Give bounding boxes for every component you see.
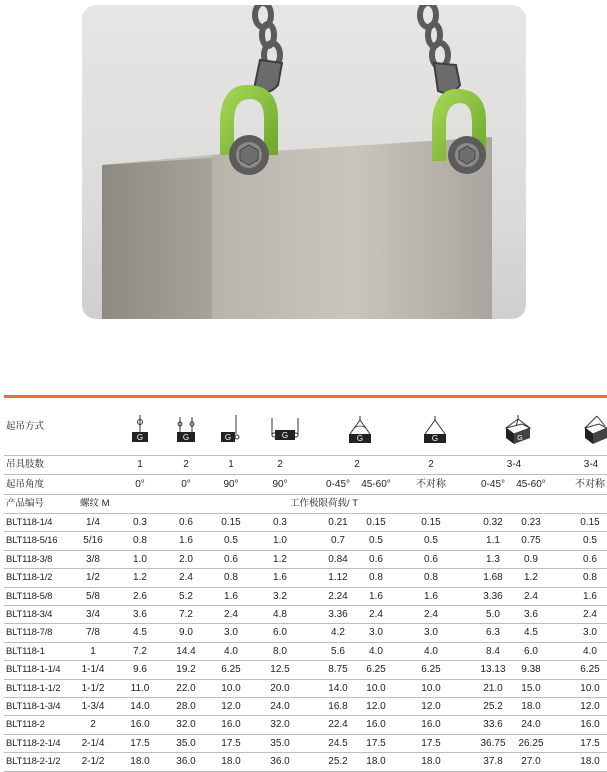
wll-value: 12.0: [421, 701, 441, 712]
wll-value: 6.25: [580, 664, 600, 676]
wll-value: 25.2: [328, 756, 348, 768]
method-icon-4: [269, 414, 301, 449]
thread-size: 1/2: [86, 572, 100, 584]
wll-value: 35.0: [270, 737, 290, 749]
wll-value: 0.8: [583, 572, 597, 584]
wll-value: 9.6: [133, 664, 147, 676]
wll-value: 1.12: [328, 572, 348, 584]
svg-text:G: G: [182, 433, 190, 442]
table-row: [4, 679, 607, 698]
wll-value: 0.32: [483, 517, 503, 528]
product-code: BLT118-7/8: [6, 627, 53, 639]
wll-value: 1.0: [133, 553, 147, 565]
angle-value: 45-60°: [361, 479, 391, 490]
wll-value: 3.0: [583, 627, 597, 639]
wll-value: 16.8: [328, 701, 348, 712]
legs-value: 2: [428, 459, 434, 470]
legs-label: 吊具肢数: [6, 459, 45, 470]
wll-value: 18.0: [580, 756, 600, 768]
thread-size: 1: [90, 645, 96, 657]
wll-value: 2.0: [179, 553, 193, 565]
wll-value: 35.0: [176, 737, 196, 749]
wll-value: 12.0: [221, 701, 241, 712]
wll-value: 6.25: [421, 664, 441, 676]
legs-value: 1: [137, 459, 143, 470]
wll-value: 0.5: [224, 535, 238, 547]
wll-value: 4.0: [224, 645, 238, 657]
table-row: [4, 660, 607, 679]
wll-value: 0.6: [424, 553, 438, 565]
legs-value: 3-4: [583, 459, 599, 470]
table-row: [4, 605, 607, 624]
wll-value: 18.0: [366, 756, 386, 768]
wll-value: 14.0: [130, 701, 150, 712]
angle-value: 90°: [223, 479, 239, 490]
angle-value: 90°: [272, 479, 288, 490]
angle-row: [4, 474, 607, 495]
wll-value: 0.23: [521, 517, 541, 528]
wll-value: 0.6: [224, 553, 238, 565]
angle-value: 0°: [135, 479, 145, 490]
wll-value: 7.2: [133, 645, 147, 657]
wll-value: 2.4: [224, 609, 238, 620]
table-row: [4, 513, 607, 532]
wll-value: 24.0: [270, 701, 290, 712]
wll-value: 0.8: [224, 572, 238, 584]
wll-value: 16.0: [130, 719, 150, 731]
wll-value: 3.0: [369, 627, 383, 639]
wll-value: 17.5: [421, 737, 441, 749]
wll-value: 4.0: [583, 645, 597, 657]
wll-value: 1.2: [273, 553, 287, 565]
wll-value: 1.6: [583, 590, 597, 602]
table-row: [4, 587, 607, 606]
svg-text:G: G: [281, 431, 289, 440]
wll-value: 18.0: [221, 756, 241, 768]
thread-size: 1-1/4: [81, 664, 105, 676]
product-code: BLT118-2-1/4: [6, 737, 61, 749]
wll-value: 10.0: [221, 682, 241, 694]
wll-value: 6.0: [524, 645, 538, 657]
chain-left: [255, 5, 280, 67]
method-label: 起吊方式: [6, 421, 45, 432]
wll-value: 21.0: [483, 682, 503, 694]
wll-value: 3.6: [524, 609, 538, 620]
wll-value: 0.15: [580, 517, 600, 528]
wll-value: 4.5: [133, 627, 147, 639]
product-code: BLT118-1-1/2: [6, 682, 61, 694]
bolt-right: [448, 136, 486, 174]
wll-value: 36.75: [480, 737, 506, 749]
wll-value: 1.2: [133, 572, 147, 584]
table-row: [4, 531, 607, 550]
wll-value: 3.36: [483, 590, 503, 602]
wll-value: 11.0: [130, 682, 150, 694]
wll-value: 17.5: [366, 737, 386, 749]
wll-value: 0.6: [179, 517, 193, 528]
method-icon-7: [502, 414, 534, 451]
wll-value: 18.0: [130, 756, 150, 768]
wll-value: 17.5: [221, 737, 241, 749]
wll-value: 1.6: [224, 590, 238, 602]
wll-value: 0.7: [331, 535, 345, 547]
thread-size: 3/4: [86, 609, 100, 620]
product-code: BLT118-2: [6, 719, 45, 731]
wll-value: 2.4: [583, 609, 597, 620]
table-top-rule: [4, 395, 607, 398]
legs-value: 3-4: [506, 459, 522, 470]
table-row: [4, 550, 607, 569]
wll-value: 1.1: [486, 535, 500, 547]
thread-size: 2-1/2: [81, 756, 105, 768]
thread-size: 7/8: [86, 627, 100, 639]
wll-value: 24.0: [521, 719, 541, 731]
wll-value: 0.3: [133, 517, 147, 528]
chain-right: [420, 5, 448, 67]
header-row: [4, 494, 607, 514]
wll-value: 0.21: [328, 517, 348, 528]
wll-value: 2.4: [424, 609, 438, 620]
wll-value: 16.0: [580, 719, 600, 731]
wll-value: 37.8: [483, 756, 503, 768]
product-code: BLT118-3/4: [6, 609, 53, 620]
wll-value: 20.0: [270, 682, 290, 694]
wll-value: 10.0: [580, 682, 600, 694]
wll-value: 16.0: [421, 719, 441, 731]
wll-value: 33.6: [483, 719, 503, 731]
wll-value: 22.4: [328, 719, 348, 731]
wll-value: 19.2: [176, 664, 196, 676]
wll-value: 3.6: [133, 609, 147, 620]
legs-value: 2: [183, 459, 189, 470]
wll-value: 0.6: [369, 553, 383, 565]
thread-size: 1-1/2: [81, 682, 105, 694]
angle-value: 0°: [181, 479, 191, 490]
table-row: [4, 623, 607, 642]
method-icon-1: [129, 414, 151, 449]
wll-value: 0.84: [328, 553, 348, 565]
svg-text:G: G: [517, 435, 523, 442]
product-code: BLT118-2-1/2: [6, 756, 61, 768]
wll-value: 6.25: [366, 664, 386, 676]
steel-plate-side: [102, 155, 212, 319]
wll-value: 32.0: [270, 719, 290, 731]
svg-text:G: G: [136, 433, 144, 442]
wll-value: 17.5: [130, 737, 150, 749]
wll-value: 8.75: [328, 664, 348, 676]
wll-value: 14.4: [176, 645, 196, 657]
product-code: BLT118-5/8: [6, 590, 53, 602]
wll-value: 2.4: [179, 572, 193, 584]
wll-value: 16.0: [366, 719, 386, 731]
table-row: [4, 715, 607, 734]
bolt-left: [229, 135, 269, 175]
wll-value: 4.5: [524, 627, 538, 639]
angle-value: 45-60°: [516, 479, 546, 490]
wll-value: 16.0: [221, 719, 241, 731]
wll-value: 0.15: [366, 517, 386, 528]
legs-row: [4, 455, 607, 475]
thread-size: 2: [90, 719, 96, 731]
wll-value: 0.8: [369, 572, 383, 584]
wll-value: 6.3: [486, 627, 500, 639]
thread-size: 2-1/4: [81, 737, 105, 749]
wll-value: 28.0: [176, 701, 196, 712]
wll-value: 27.0: [521, 756, 541, 768]
method-icon-8: [581, 414, 607, 451]
thread-size: 3/8: [86, 553, 100, 565]
wll-value: 0.5: [424, 535, 438, 547]
wll-value: 0.15: [421, 517, 441, 528]
wll-value: 3.0: [224, 627, 238, 639]
wll-value: 12.0: [366, 701, 386, 712]
wll-value: 1.6: [273, 572, 287, 584]
method-row: [4, 410, 607, 456]
thread-size: 5/8: [86, 590, 100, 602]
svg-text:G: G: [431, 434, 439, 443]
thread-size: 1/4: [86, 517, 100, 528]
svg-text:G: G: [356, 434, 364, 443]
method-icon-3: [219, 414, 243, 449]
wll-value: 13.13: [480, 664, 506, 676]
wll-value: 0.5: [369, 535, 383, 547]
angle-value: 0-45°: [480, 479, 506, 490]
wll-value: 36.0: [176, 756, 196, 768]
wll-value: 25.2: [483, 701, 503, 712]
product-code: BLT118-1/4: [6, 517, 53, 528]
wll-value: 1.6: [369, 590, 383, 602]
wll-value: 12.0: [580, 701, 600, 712]
wll-value: 0.9: [524, 553, 538, 565]
wll-value: 15.0: [521, 682, 541, 694]
wll-value: 22.0: [176, 682, 196, 694]
wll-value: 18.0: [421, 756, 441, 768]
legs-value: 2: [277, 459, 283, 470]
wll-value: 1.3: [486, 553, 500, 565]
legs-value: 2: [354, 459, 360, 470]
wll-value: 1.68: [483, 572, 503, 584]
wll-value: 3.36: [328, 609, 348, 620]
svg-text:G: G: [224, 433, 232, 442]
table-row: [4, 568, 607, 587]
wll-value: 9.0: [179, 627, 193, 639]
thread-header: 螺纹 M: [80, 498, 110, 509]
wll-value: 10.0: [366, 682, 386, 694]
wll-value: 5.6: [331, 645, 345, 657]
wll-value: 1.0: [273, 535, 287, 547]
wll-value: 0.15: [221, 517, 241, 528]
wll-value: 0.75: [521, 535, 541, 547]
method-icon-6: [420, 414, 450, 449]
product-code: BLT118-5/16: [6, 535, 58, 547]
wll-value: 1.6: [424, 590, 438, 602]
wll-value: 1.6: [179, 535, 193, 547]
wll-value: 5.2: [179, 590, 193, 602]
wll-value: 3.0: [424, 627, 438, 639]
legs-value: 1: [228, 459, 234, 470]
wll-header: 工作极限荷载/ T: [289, 498, 359, 509]
hook-right: [434, 63, 460, 93]
table-row: [4, 734, 607, 753]
wll-value: 2.24: [328, 590, 348, 602]
wll-value: 2.4: [369, 609, 383, 620]
wll-value: 4.8: [273, 609, 287, 620]
product-code: BLT118-3/8: [6, 553, 53, 565]
wll-value: 36.0: [270, 756, 290, 768]
wll-value: 1.2: [524, 572, 538, 584]
wll-value: 3.2: [273, 590, 287, 602]
wll-value: 8.4: [486, 645, 500, 657]
wll-value: 0.3: [273, 517, 287, 528]
product-code: BLT118-1/2: [6, 572, 53, 584]
wll-value: 32.0: [176, 719, 196, 731]
table-row: [4, 642, 607, 661]
product-code: BLT118-1-3/4: [6, 701, 61, 712]
load-table: [4, 410, 607, 768]
wll-value: 7.2: [179, 609, 193, 620]
wll-value: 0.8: [133, 535, 147, 547]
wll-value: 0.6: [583, 553, 597, 565]
wll-value: 2.6: [133, 590, 147, 602]
wll-value: 6.25: [221, 664, 241, 676]
wll-value: 14.0: [328, 682, 348, 694]
product-code: BLT118-1: [6, 645, 45, 657]
angle-label: 起吊角度: [6, 479, 45, 490]
wll-value: 24.5: [328, 737, 348, 749]
wll-value: 5.0: [486, 609, 500, 620]
angle-value: 不对称: [575, 479, 605, 490]
method-icon-2: [175, 414, 197, 449]
wll-value: 8.0: [273, 645, 287, 657]
thread-size: 5/16: [83, 535, 103, 547]
code-header: 产品编号: [6, 498, 45, 509]
wll-value: 17.5: [580, 737, 600, 749]
wll-value: 26.25: [518, 737, 544, 749]
product-photo: [82, 5, 526, 319]
wll-value: 9.38: [521, 664, 541, 676]
wll-value: 4.0: [424, 645, 438, 657]
wll-value: 6.0: [273, 627, 287, 639]
product-code: BLT118-1-1/4: [6, 664, 61, 676]
wll-value: 2.4: [524, 590, 538, 602]
angle-value: 不对称: [416, 479, 446, 490]
angle-value: 0-45°: [325, 479, 351, 490]
thread-size: 1-3/4: [81, 701, 105, 712]
wll-value: 4.2: [331, 627, 345, 639]
wll-value: 18.0: [521, 701, 541, 712]
wll-value: 4.0: [369, 645, 383, 657]
wll-value: 10.0: [421, 682, 441, 694]
wll-value: 12.5: [270, 664, 290, 676]
method-icon-5: [345, 414, 375, 449]
wll-value: 0.5: [583, 535, 597, 547]
table-row: [4, 697, 607, 716]
wll-value: 0.8: [424, 572, 438, 584]
